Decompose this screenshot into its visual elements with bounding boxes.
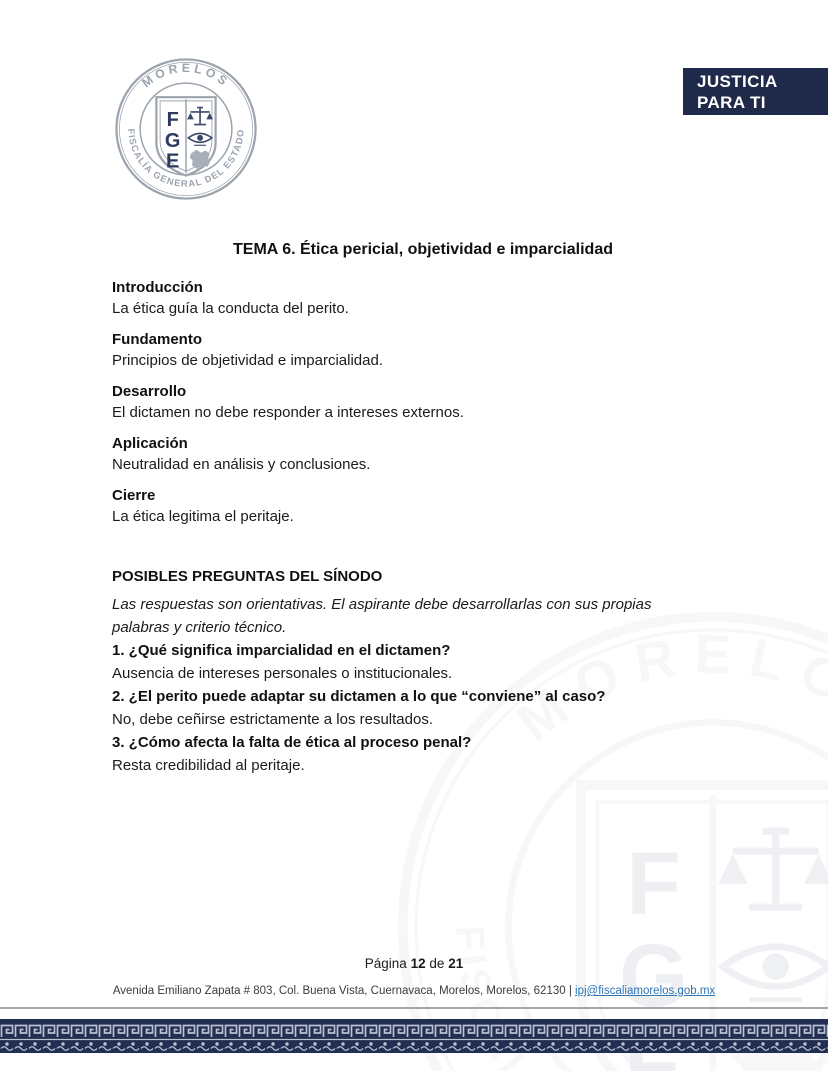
section-cierre bbox=[112, 485, 734, 527]
footer-separator-line bbox=[0, 1007, 828, 1009]
section-desarrollo bbox=[112, 381, 734, 423]
section-fundamento bbox=[112, 329, 734, 371]
page-number-total: 21 bbox=[448, 956, 464, 971]
section-heading: Aplicación bbox=[112, 435, 188, 452]
answer-line: Ausencia de intereses personales o institucionales. bbox=[112, 665, 453, 682]
email-link[interactable]: ipj@fiscaliamorelos.gob.mx bbox=[575, 985, 716, 997]
decorative-border-band bbox=[0, 1019, 828, 1053]
address-line bbox=[0, 985, 828, 997]
badge-line1: JUSTICIA bbox=[697, 72, 778, 91]
questions-note: Las respuestas son orientativas. El aspirante debe desarrollarlas con sus propias palabras y criterio técnico. bbox=[112, 596, 652, 636]
section-heading: Cierre bbox=[112, 487, 156, 504]
document-body bbox=[112, 239, 734, 777]
section-heading: Fundamento bbox=[112, 331, 202, 348]
page-title: TEMA 6. Ética pericial, objetividad e imparcialidad bbox=[233, 241, 613, 258]
questions-heading: POSIBLES PREGUNTAS DEL SÍNODO bbox=[112, 568, 383, 585]
justicia-para-ti-badge bbox=[683, 68, 828, 115]
address-text: Avenida Emiliano Zapata # 803, Col. Buena Vista, Cuernavaca, Morelos, Morelos, 62130 | bbox=[112, 985, 572, 997]
fge-logo bbox=[112, 55, 260, 203]
page-number-current: 12 bbox=[410, 956, 426, 971]
question-line: 1. ¿Qué significa imparcialidad en el dictamen? bbox=[112, 642, 451, 659]
section-heading: Introducción bbox=[112, 279, 203, 296]
page-number-sep: de bbox=[429, 956, 445, 971]
answer-line: No, debe ceñirse estrictamente a los resultados. bbox=[112, 711, 433, 728]
section-body: La ética legitima el peritaje. bbox=[112, 508, 294, 525]
question-line: 2. ¿El perito puede adaptar su dictamen a lo que “conviene” al caso? bbox=[112, 688, 606, 705]
section-body: El dictamen no debe responder a intereses externos. bbox=[112, 404, 464, 421]
questions-block bbox=[112, 565, 734, 777]
question-line: 3. ¿Cómo afecta la falta de ética al proceso penal? bbox=[112, 734, 472, 751]
section-body: La ética guía la conducta del perito. bbox=[112, 300, 349, 317]
section-body: Principios de objetividad e imparcialidad. bbox=[112, 352, 383, 369]
page-number-label: Página bbox=[364, 956, 407, 971]
section-introduccion bbox=[112, 277, 734, 319]
section-heading: Desarrollo bbox=[112, 383, 187, 400]
page-number bbox=[0, 956, 828, 971]
answer-line: Resta credibilidad al peritaje. bbox=[112, 757, 305, 774]
badge-line2: PARA TI bbox=[697, 93, 766, 112]
section-body: Neutralidad en análisis y conclusiones. bbox=[112, 456, 371, 473]
section-aplicacion bbox=[112, 433, 734, 475]
